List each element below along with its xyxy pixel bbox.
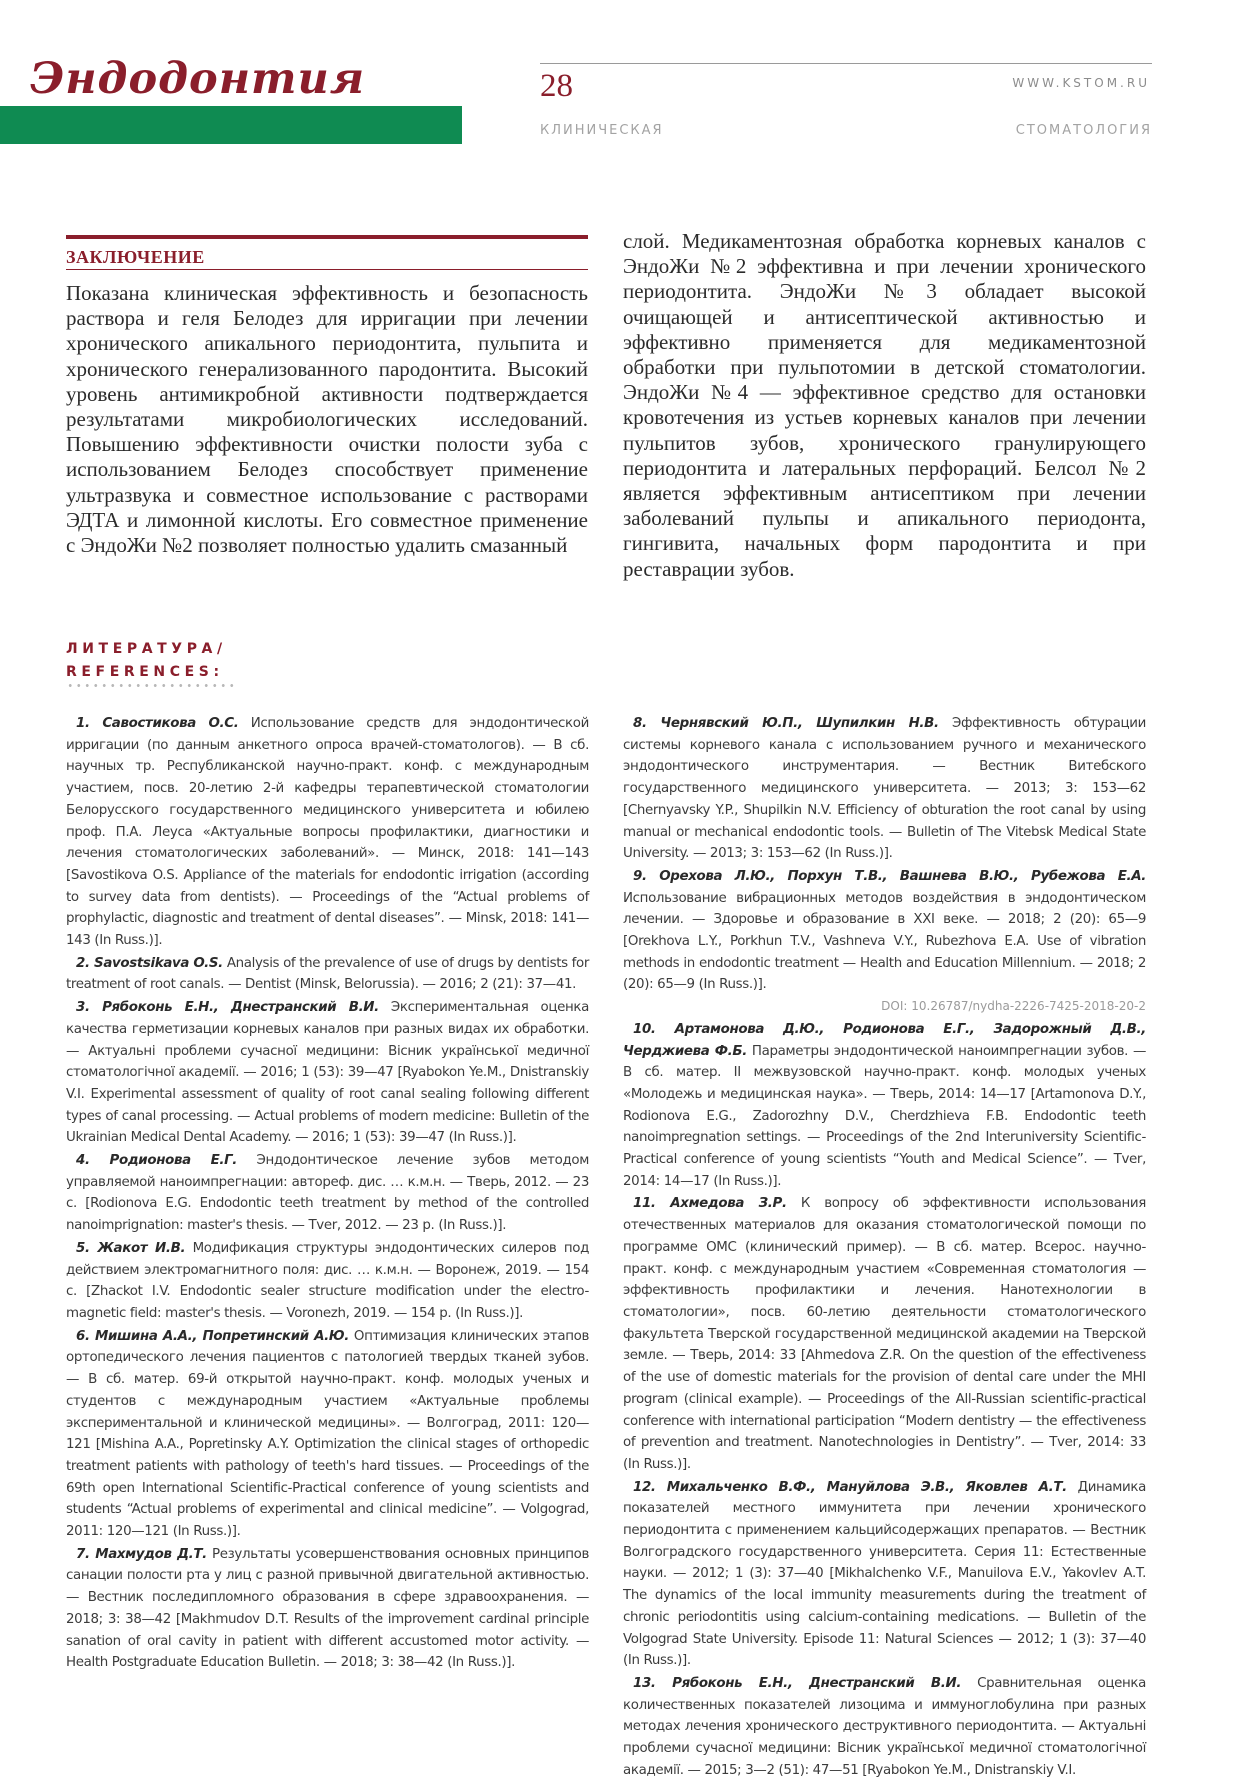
reference-number: 7. xyxy=(76,1546,96,1562)
references-column-left xyxy=(66,713,589,1675)
reference-item xyxy=(623,1673,1146,1782)
section-color-bar xyxy=(0,106,462,144)
reference-number: 13. xyxy=(633,1675,673,1691)
reference-text: Использование средств для эндодонтической ирригации (по данным анкетного опроса врачей-стоматологов). — В сб. научных тр. Республиканской научно-практ. конф. с международным участием, посв. 20-летию 2-й кафедры терапевтической стоматологии Белорусского государственного медицинского университета и юбилею проф. П.А. Леуса «Актуальные вопросы профилактики, диагностики и лечения стоматологических заболеваний». — Минск, 2018: 141—143 [Savostikova O.S. Appliance of the materials for endodontic irrigation (according to survey data from dentists). — Proceedings of the “Actual problems of prophylactic, diagnostic and treatment of dental diseases”. — Minsk, 2018: 141—143 (In Russ.)]. xyxy=(66,716,589,949)
reference-item xyxy=(66,1544,589,1674)
conclusion-title-underline xyxy=(66,269,588,270)
reference-authors: Орехова Л.Ю., Порхун Т.В., Вашнева В.Ю., Рубежова Е.А. xyxy=(659,868,1146,884)
journal-name: КЛИНИЧЕСКАЯ СТОМАТОЛОГИЯ xyxy=(540,123,1152,138)
reference-authors: Михальченко В.Ф., Мануйлова Э.В., Яковлев А.Т. xyxy=(666,1479,1067,1495)
reference-text: Эффективность обтурации системы корневого канала с использованием ручного и механического эндодонтического инструментария. — Вестник Витебского государственного медицинского университета. — 2013; 3: 153—62 [Chernyavsky Y.P., Shupilkin N.V. Efficiency of obturation the root canal by using manual or mechanical endodontic tools. — Bulletin of The Vitebsk Medical State University. — 2013; 3: 153—62 (In Russ.)]. xyxy=(623,716,1146,862)
reference-item xyxy=(66,1150,589,1237)
reference-item xyxy=(623,1019,1146,1193)
reference-number: 1. xyxy=(76,716,103,731)
reference-text: Оптимизация клинических этапов ортопедического лечения пациентов с патологией твердых тканей зубов. — В сб. матер. 69-й открытой научно-практ. конф. молодых ученых и студентов с международным участием «Актуальные проблемы экспериментальной и клинической медицины». — Волгоград, 2011: 120—121 [Mishina A.A., Popretinsky A.Y. Optimization the clinical stages of orthopedic treatment patients with pathology of teeth's hard tissues. — Proceedings of the 69th open International Scientific-Practical conference of young scientists and students “Actual problems of experimental and clinical medicine”. — Volgograd, 2011: 120—121 (In Russ.)]. xyxy=(66,1328,589,1540)
reference-text: Экспериментальная оценка качества герметизации корневых каналов при разных видах их обработки. — Актуальні проблеми сучасної медицини: Вісник української медичної стоматологічної академії. — 2016; 1 (53): 39—47 [Ryabokon Ye.M., Dnistranskiy V.I. Experimental assessment of quality of root canal sealing following different types of canal processing. — Actual problems of modern medicine: Bulletin of the Ukrainian Medical Dental Academy. — 2016; 1 (53): 39—47 (In Russ.)]. xyxy=(66,1000,589,1146)
reference-number: 10. xyxy=(633,1021,675,1037)
reference-number: 6. xyxy=(76,1328,96,1344)
reference-number: 12. xyxy=(633,1479,667,1495)
reference-item xyxy=(66,1238,589,1325)
reference-item xyxy=(623,866,1146,1018)
reference-authors: Жакот И.В. xyxy=(97,1240,186,1256)
references-heading-en: REFERENCES: xyxy=(66,664,224,680)
reference-number: 4. xyxy=(76,1153,110,1169)
reference-authors: Савостикова О.С. xyxy=(102,716,239,731)
reference-text: Analysis of the prevalence of use of drugs by dentists for treatment of root canals. — Dentist (Minsk, Belorussia). — 2016; 2 (21): 37—41. xyxy=(66,955,589,993)
reference-doi: DOI: 10.26787/nydha-2226-7425-2018-20-2 xyxy=(881,999,1146,1014)
reference-authors: Чернявский Ю.П., Шупилкин Н.В. xyxy=(660,716,939,731)
reference-authors: Артамонова Д.Ю., Родионова Е.Г., Задорожный Д.В., Черджиева Ф.Б. xyxy=(623,1021,1147,1059)
references-column-right xyxy=(623,713,1146,1782)
reference-authors: Рябоконь Е.Н., Днестранский В.И. xyxy=(672,1675,962,1691)
reference-item xyxy=(623,1193,1146,1475)
reference-text: Модификация структуры эндодонтических силеров под действием электромагнитного поля: дис. … к.м.н. — Воронеж, 2019. — 154 с. [Zhackot I.V. Endodontic sealer structure modification under the electro-magnetic field: master's thesis. — Voronezh, 2019. — 154 p. (In Russ.)]. xyxy=(66,1240,589,1321)
reference-authors: Мишина А.А., Попретинский А.Ю. xyxy=(95,1328,349,1344)
reference-item xyxy=(66,1326,589,1543)
reference-number: 11. xyxy=(633,1196,671,1212)
reference-text: Динамика показателей местного иммунитета при лечении хронического периодонтита с применением кальцийсодержащих препаратов. — Вестник Волгоградского государственного университета. Серия 11: Естественные науки. — 2012; 1 (3): 37—40 [Mikhalchenko V.F., Manuilova E.V., Yakovlev A.T. The dynamics of the local immunity measurements during the treatment of chronic periodontitis using calcium-containing medications. — Bulletin of the Volgograd State University. Episode 11: Natural Sciences — 2012; 1 (3): 37—40 (In Russ.)]. xyxy=(623,1479,1147,1669)
reference-item xyxy=(623,1477,1146,1672)
reference-number: 3. xyxy=(76,1000,103,1016)
website-url: WWW.KSTOM.RU xyxy=(1012,76,1150,90)
conclusion-rule xyxy=(66,235,588,239)
references-heading-ru: ЛИТЕРАТУРА/ xyxy=(66,641,227,657)
conclusion-text-right: слой. Медикаментозная обработка корневых каналов с ЭндоЖи №2 эффективна и при лечении хронического периодонтита. ЭндоЖи №3 обладает высокой очищающей и антисептической активностью и эффективно применяется для медикаментозной обработки при пульпотомии в детской стоматологии. ЭндоЖи №4 — эффективное средство для остановки кровотечения из устьев корневых каналов при лечении пульпитов зубов, хронического гранулирующего периодонтита и латеральных перфораций. Белсол №2 является эффективным антисептиком при лечении заболеваний пульпы и апикального периодонта, гингивита, начальных форм пародонтита и при реставрации зубов. xyxy=(623,229,1146,581)
references-heading xyxy=(66,638,227,684)
reference-authors: Махмудов Д.Т. xyxy=(95,1546,207,1562)
reference-item xyxy=(66,953,589,996)
reference-text: Параметры эндодонтической наноимпрегнации зубов. — В сб. матер. II межвузовской научно-практ. конф. молодых ученых «Молодежь и медицинская наука». — Тверь, 2014: 14—17 [Artamonova D.Y., Rodionova E.G., Zadorozhny D.V., Cherdzhieva F.B. Endodontic teeth nanoimpregnation settings. — Proceedings of the 2nd Interuniversity Scientific-Practical conference of young scientists “Youth and Medical Science”. — Tver, 2014: 14—17 (In Russ.)]. xyxy=(623,1043,1146,1189)
reference-text: Сравнительная оценка количественных показателей лизоцима и иммуноглобулина при разных методах лечения хронического деструктивного периодонтита. — Актуальні проблеми сучасної медицини: Вісник української медичної стоматологічної академії. — 2015; 3—2 (51): 47—51 [Ryabokon Ye.M., Dnistranskiy V.I. xyxy=(623,1675,1146,1778)
reference-item xyxy=(66,997,589,1149)
reference-text: К вопросу об эффективности использования отечественных материалов для оказания стоматологической помощи по программе ОМС (клинический пример). — В сб. матер. Всерос. научно-практ. конф. с международным участием «Современная стоматология — эффективность профилактики и лечения. Нанотехнологии в стоматологии», посв. 60-летию деятельности стоматологического факультета Тверской государственной медицинской академии на Тверской земле. — Тверь, 2014: 33 [Ahmedova Z.R. On the question of the effectiveness of the use of domestic materials for the provision of dental care under the MHI program (clinical example). — Proceedings of the All-Russian scientific-practical conference with international participation “Modern dentistry — the effectiveness of prevention and treatment. Nanotechnologies in Dentistry”. — Tver, 2014: 33 (In Russ.)]. xyxy=(623,1196,1146,1472)
reference-authors: Родионова Е.Г. xyxy=(109,1153,238,1169)
reference-item xyxy=(623,713,1146,865)
reference-number: 2. xyxy=(76,955,95,971)
reference-number: 9. xyxy=(633,868,660,884)
reference-authors: Ахмедова З.Р. xyxy=(670,1196,787,1212)
conclusion-title: ЗАКЛЮЧЕНИЕ xyxy=(66,247,205,267)
reference-authors: Рябоконь Е.Н., Днестранский В.И. xyxy=(102,1000,379,1016)
reference-item xyxy=(66,713,589,952)
header-rule xyxy=(540,63,1152,64)
reference-authors: Savostsikava O.S. xyxy=(94,955,223,971)
page-number: 28 xyxy=(540,68,573,104)
section-logo: Эндодонтия xyxy=(30,54,366,104)
reference-number: 5. xyxy=(76,1240,98,1256)
conclusion-text-left: Показана клиническая эффективность и безопасность раствора и геля Белодез для ирригации при лечении хронического апикального периодонтита, пульпита и хронического генерализованного пародонтита. Высокий уровень антимикробной активности подтверждается результатами микробиологических исследований. Повышению эффективности очистки полости зуба с использованием Белодез способствует применение ультразвука и совместное использование с растворами ЭДТА и лимонной кислоты. Его совместное применение с ЭндоЖи №2 позволяет полностью удалить смазанный xyxy=(66,281,588,558)
reference-text: Эндодонтическое лечение зубов методом управляемой наноимпрегнации: автореф. дис. … к.м.н. — Тверь, 2012. — 23 с. [Rodionova E.G. Endodontic teeth treatment by method of the controlled nanoimprignation: master's thesis. — Tver, 2012. — 23 p. (In Russ.)]. xyxy=(66,1153,589,1234)
dotted-divider xyxy=(66,683,236,688)
reference-text: Результаты усовершенствования основных принципов санации полости рта у лиц с разной привычной двигательной активностью. — Вестник последипломного образования в сфере здравоохранения. — 2018; 3: 38—42 [Makhmudov D.T. Results of the improvement cardinal principle sanation of oral cavity in patient with different accustomed motor activity. — Health Postgraduate Education Bulletin. — 2018; 3: 38—42 (In Russ.)]. xyxy=(66,1546,589,1671)
reference-number: 8. xyxy=(633,716,661,731)
reference-text: Использование вибрационных методов воздействия в эндодонтическом лечении. — Здоровье и образование в XXI веке. — 2018; 2 (20): 65—9 [Orekhova L.Y., Porkhun T.V., Vashneva V.Y., Rubezhova E.A. Use of vibration methods in endodontic treatment — Health and Education Millennium. — 2018; 2 (20): 65—9 (In Russ.)]. xyxy=(623,890,1146,993)
